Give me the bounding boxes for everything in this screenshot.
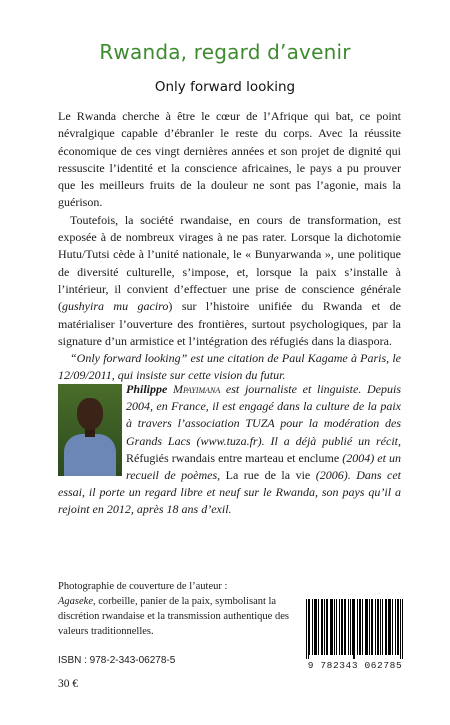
author-bio-1: est journaliste et linguiste. Depuis 2004, en France, il est engagé dans la culture de la paix à travers l’association TUZA pour la modération des Grands Lacs (www.tuza.fr). Il a déjà publié un récit, [126, 382, 402, 448]
paragraph-2-part-2: ) sur l’histoire unifiée du Rwanda et de matérialiser l’ouverture des frontières, surtout psychologiques, par la signature d’un armistice et l’intégration des réfugiés dans la diaspora. [58, 299, 401, 348]
barcode-bar [385, 599, 386, 655]
book-subtitle: Only forward looking [154, 79, 296, 95]
barcode-bar [389, 599, 390, 655]
barcode-bar [318, 599, 319, 655]
barcode-bar [378, 599, 379, 655]
author-book-2: La rue de la vie [225, 468, 311, 483]
barcode-bar [398, 599, 399, 655]
barcode [304, 597, 406, 659]
barcode-bar [324, 599, 325, 655]
paragraph-2-part-1: Toutefois, la société rwandaise, en cours de transformation, est exposée à de nombreux virages à ne pas rater. Lorsque la dichotomie Hutu/Tutsi cède à l’unité nationale, le « Bunyarwanda », une politique de diversité culturelle, s’impose, et, lorsque la paix s’installe à l’intérieur, il convient d’effectuer une prise de conscience générale ( [58, 212, 401, 314]
barcode-bar [400, 599, 401, 659]
barcode-bar [312, 599, 313, 655]
barcode-bar [366, 599, 367, 655]
barcode-bar [388, 599, 389, 655]
barcode-bar [314, 599, 315, 655]
paragraph-2 [58, 212, 401, 350]
barcode-bar [365, 599, 366, 655]
barcode-bar [354, 599, 355, 659]
barcode-bar [327, 599, 328, 655]
barcode-bar [322, 599, 323, 655]
barcode-bar [352, 599, 353, 655]
barcode-bar [341, 599, 342, 655]
barcode-bar [360, 599, 361, 655]
barcode-bar [369, 599, 370, 655]
barcode-bar [395, 599, 396, 655]
barcode-bar [316, 599, 317, 655]
barcode-bar [353, 599, 354, 659]
barcode-bar [345, 599, 346, 655]
author-first-name: Philippe [126, 382, 168, 396]
author-bio-3: (2006). Dans cet essai, il porte un regard libre et neuf sur le Rwanda, son pays qu’il a rejoint en 2012, après 18 ans d’exil. [58, 468, 402, 517]
barcode-bar [367, 599, 368, 655]
isbn: ISBN : 978-2-343-06278-5 [58, 655, 176, 666]
barcode-bar [350, 599, 351, 655]
photo-caption [58, 579, 298, 639]
barcode-bar [330, 599, 331, 655]
barcode-bar [377, 599, 378, 655]
barcode-bar [372, 599, 373, 655]
caption-line-1: Photographie de couverture de l’auteur : [58, 581, 228, 592]
barcode-bar [390, 599, 391, 655]
author-bio [58, 381, 401, 519]
barcode-bar [332, 599, 333, 655]
author-last-name: Mpayimana [173, 382, 221, 396]
barcode-bar [336, 599, 337, 655]
book-title: Rwanda, regard d’avenir [99, 40, 351, 64]
barcode-bar [315, 599, 316, 655]
barcode-bar [308, 599, 309, 659]
paragraph-2-kinyarwanda-term: gushyira mu gaciro [62, 299, 169, 314]
author-bio-2: (2004) et un recueil de poèmes, [126, 450, 402, 483]
barcode-bar [382, 599, 383, 655]
barcode-bars [304, 597, 406, 659]
barcode-bar [326, 599, 327, 655]
barcode-bar [309, 599, 310, 655]
photo-spacer [58, 381, 126, 479]
barcode-bar [306, 599, 307, 659]
barcode-bar [334, 599, 335, 655]
barcode-bar [371, 599, 372, 655]
barcode-bar [344, 599, 345, 655]
barcode-bar [331, 599, 332, 655]
barcode-bar [321, 599, 322, 655]
back-cover-text [58, 108, 401, 385]
barcode-bar [397, 599, 398, 655]
barcode-bar [386, 599, 387, 655]
paragraph-3-quote: “Only forward looking” est une citation de Paul Kagame à Paris, le 12/09/2011, qui insiste sur cette vision du futur. [58, 351, 401, 383]
barcode-bar [362, 599, 363, 655]
barcode-bar [348, 599, 349, 655]
barcode-bar [339, 599, 340, 655]
paragraph-1: Le Rwanda cherche à être le cœur de l’Afrique qui bat, ce point névralgique capable d’ébranler le reste du corps. Avec la réussite économique de ces vingt dernières années et son projet de dignité qui ressuscite l’identité et la conscience africaines, le pays a pu prouver que les meilleurs fruits de la douleur ne sont pas l’agonie, mais la guérison. [58, 109, 401, 210]
price: 30 € [58, 678, 79, 690]
barcode-bar [380, 599, 381, 655]
author-book-1: Réfugiés rwandais entre marteau et enclume [126, 450, 340, 465]
barcode-bar [392, 599, 393, 655]
barcode-bar [357, 599, 358, 655]
caption-line-2: , corbeille, panier de la paix, symbolisant la discrétion rwandaise et la transmission authentique des valeurs traditionnelles. [58, 596, 289, 637]
caption-agaseke: Agaseke [58, 596, 93, 607]
barcode-bar [342, 599, 343, 655]
barcode-bar [375, 599, 376, 655]
barcode-bar [402, 599, 403, 659]
barcode-bar [359, 599, 360, 655]
barcode-digits: 9 782343 062785 [307, 660, 403, 671]
